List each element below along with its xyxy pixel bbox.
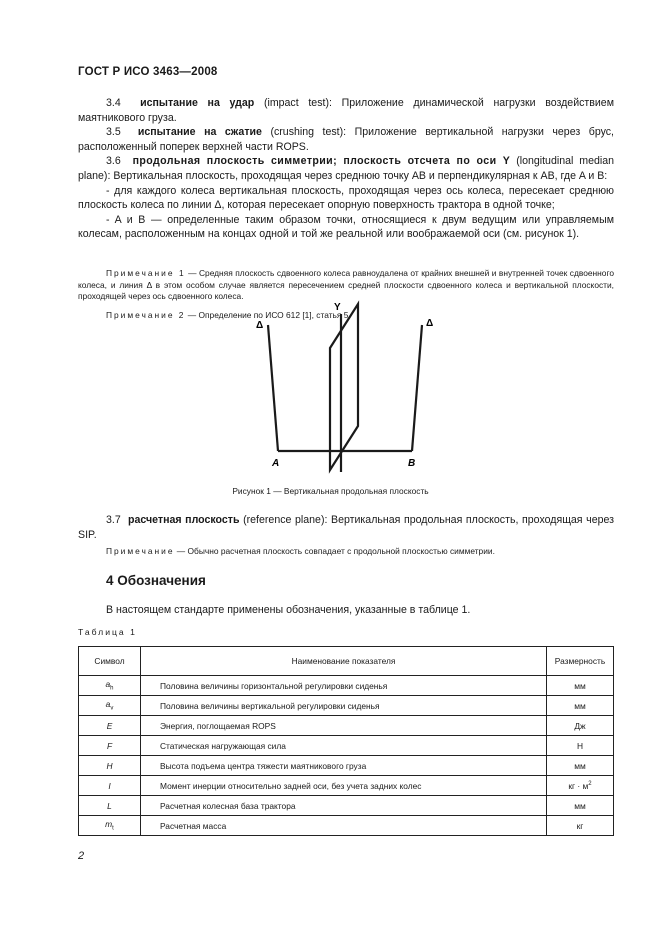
- header-unit: Размерность: [547, 647, 614, 676]
- definition-number: 3.6: [106, 155, 121, 168]
- y-label: Y: [334, 302, 341, 313]
- table-row: [79, 776, 614, 796]
- note-label: Примечание 2: [106, 310, 186, 320]
- definition-number: 3.4: [106, 97, 121, 109]
- row-unit: [547, 776, 614, 796]
- delta-right-label: Δ: [426, 318, 434, 329]
- row-unit: мм: [547, 676, 614, 696]
- note-label: Примечание: [106, 546, 175, 556]
- symbol-base: m: [105, 819, 113, 830]
- symbol-base: a: [105, 679, 111, 690]
- definition-term: расчетная плоскость: [128, 514, 240, 526]
- row-name: Энергия, поглощаемая ROPS: [141, 716, 547, 736]
- table-header-row: [79, 647, 614, 676]
- symbol-base: a: [105, 699, 111, 710]
- note-text: — Обычно расчетная плоскость совпадает с продольной плоскостью симметрии.: [174, 546, 495, 556]
- right-wheel-line: [412, 325, 422, 451]
- symbol-subscript: t: [112, 825, 114, 832]
- row-symbol: I: [79, 776, 141, 796]
- note-3: [78, 546, 614, 558]
- note-1: [78, 268, 614, 303]
- definition-3-6: [78, 154, 614, 183]
- definition-3-4: [78, 96, 614, 125]
- row-symbol: F: [79, 736, 141, 756]
- row-name: Расчетная масса: [141, 816, 547, 836]
- table-row: [79, 756, 614, 776]
- definition-term: испытание на удар: [140, 97, 255, 109]
- definition-text: (reference plane): Вертикальная продольная плоскость, проходящая через SIP.: [78, 514, 614, 541]
- note-text: — Средняя плоскость сдвоенного колеса равноудалена от крайних внешней и внутренней точек сдвоенного колеса, и линия Δ в этом особом случае является пересечением средней плоскости сдвоенного колеса и вертикальной плоскости, проходящей через ось сдвоенного колеса.: [78, 268, 614, 302]
- row-name: Высота подъема центра тяжести маятникового груза: [141, 756, 547, 776]
- point-a-label: A: [272, 458, 280, 469]
- definition-3-6-item-2: - A и B — определенные таким образом точки, относящиеся к двум ведущим или управляемым колесам, расположенным на концах одной и той же реальной или воображаемой оси (см. рисунок 1).: [78, 213, 614, 241]
- definition-text: (crushing test): Приложение вертикальной нагрузки через брус, расположенный поперек верхней части ROPS.: [78, 126, 615, 153]
- definition-3-6-item-1: - для каждого колеса вертикальная плоскость, проходящая через ось колеса, пересекает среднюю плоскость колеса по линии Δ, которая пересекает опорную поверхность трактора в одной точке;: [78, 184, 614, 212]
- symbol-subscript: v: [110, 705, 114, 712]
- document-header: ГОСТ Р ИСО 3463—2008: [78, 66, 218, 78]
- symbol-subscript: h: [110, 685, 114, 692]
- median-plane: [330, 304, 358, 470]
- unit-superscript: 2: [588, 780, 592, 787]
- unit-base: кг · м: [568, 780, 589, 791]
- definitions-block: [78, 96, 614, 242]
- row-symbol: E: [79, 716, 141, 736]
- definition-number: 3.5: [106, 126, 121, 139]
- table-label: Таблица 1: [78, 627, 137, 637]
- table-row: [79, 676, 614, 696]
- note-text: — Определение по ИСО 612 [1], статья 5.: [185, 310, 351, 320]
- table-row: [79, 696, 614, 716]
- row-unit: Дж: [547, 716, 614, 736]
- row-symbol: L: [79, 796, 141, 816]
- row-unit: мм: [547, 796, 614, 816]
- page-number: 2: [78, 850, 85, 862]
- section-4-intro: В настоящем стандарте применены обозначения, указанные в таблице 1.: [106, 604, 471, 616]
- figure-caption: Рисунок 1 — Вертикальная продольная плоскость: [232, 486, 429, 496]
- definition-3-7-block: [78, 513, 614, 542]
- definition-text: (impact test): Приложение динамической нагрузки воздействием маятникового груза.: [78, 97, 614, 124]
- figure-1-diagram: [240, 300, 460, 475]
- row-unit: кг: [547, 816, 614, 836]
- row-symbol: [79, 676, 141, 696]
- header-name: Наименование показателя: [141, 647, 547, 676]
- definition-text: (longitudinal median plane): Вертикальная плоскость, проходящая через среднюю точку AB и перпендикулярная к AB, где A и B:: [78, 155, 615, 182]
- row-unit: мм: [547, 696, 614, 716]
- table-row: [79, 716, 614, 736]
- left-wheel-line: [268, 325, 278, 451]
- row-symbol: H: [79, 756, 141, 776]
- header-symbol: Символ: [79, 647, 141, 676]
- definition-term: испытание на сжатие: [137, 126, 262, 139]
- table-row: [79, 736, 614, 756]
- table-row: [79, 816, 614, 836]
- table-row: [79, 796, 614, 816]
- definition-number: 3.7: [106, 514, 121, 526]
- row-name: Статическая нагружающая сила: [141, 736, 547, 756]
- delta-left-label: Δ: [256, 320, 264, 331]
- row-symbol: [79, 816, 141, 836]
- definition-3-7: [78, 513, 614, 542]
- row-unit: Н: [547, 736, 614, 756]
- definition-term: продольная плоскость симметрии; плоскость отсчета по оси Y: [132, 155, 511, 168]
- row-name: Половина величины вертикальной регулировки сиденья: [141, 696, 547, 716]
- row-name: Половина величины горизонтальной регулировки сиденья: [141, 676, 547, 696]
- point-b-label: B: [408, 458, 416, 469]
- note-label: Примечание 1: [106, 268, 186, 278]
- row-name: Расчетная колесная база трактора: [141, 796, 547, 816]
- row-name: Момент инерции относительно задней оси, без учета задних колес: [141, 776, 547, 796]
- symbols-table: [78, 646, 614, 836]
- section-4-title: 4 Обозначения: [106, 573, 206, 588]
- row-symbol: [79, 696, 141, 716]
- row-unit: мм: [547, 756, 614, 776]
- section-4-intro-block: [78, 603, 614, 618]
- definition-3-5: [78, 125, 614, 154]
